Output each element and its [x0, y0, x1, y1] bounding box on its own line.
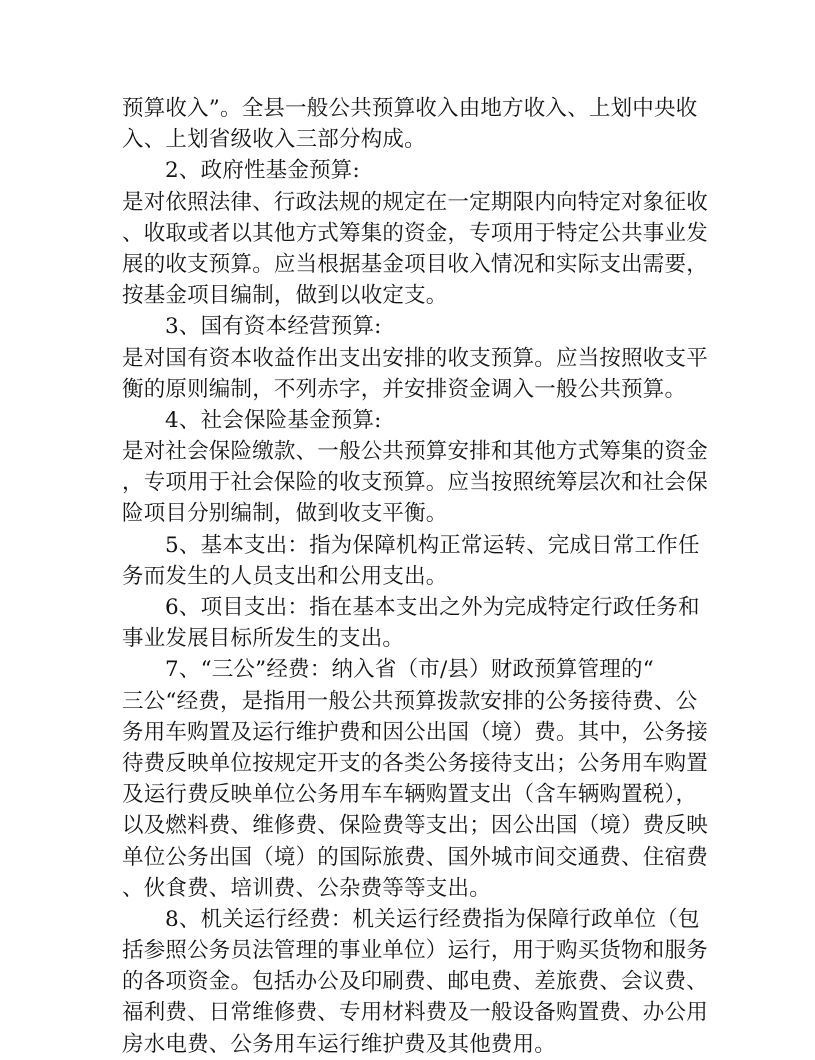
text-line: 按基金项目编制，做到以收定支。 — [122, 283, 448, 309]
text-line: 是对社会保险缴款、一般公共预算安排和其他方式筹集的资金 — [122, 439, 708, 465]
paragraph-heading-line: 2、政府性基金预算: — [165, 158, 360, 184]
paragraph-heading-line: 3、国有资本经营预算: — [165, 314, 382, 340]
text-line: 、收取或者以其他方式筹集的资金，专项用于特定公共事业发 — [122, 220, 708, 246]
text-line: 的各项资金。包括办公及印刷费、邮电费、差旅费、会议费、 — [122, 969, 708, 995]
text-line: 入、上划省级收入三部分构成。 — [122, 127, 426, 153]
text-line: 三公“经费，是指用一般公共预算拨款安排的公务接待费、公 — [122, 688, 698, 714]
text-line: 以及燃料费、维修费、保险费等支出；因公出国（境）费反映 — [122, 813, 708, 839]
text-line: 单位公务出国（境）的国际旅费、国外城市间交通费、住宿费 — [122, 844, 708, 870]
text-line: 预算收入”。全县一般公共预算收入由地方收入、上划中央收 — [122, 96, 698, 121]
text-line: 险项目分别编制，做到收支平衡。 — [122, 501, 448, 527]
paragraph-heading-line: 7、“三公”经费：纳入省（市/县）财政预算管理的“ — [165, 657, 654, 683]
text-line: 、伙食费、培训费、公杂费等等支出。 — [122, 875, 491, 901]
text-line: ，专项用于社会保险的收支预算。应当按照统筹层次和社会保 — [122, 470, 708, 496]
text-line: 展的收支预算。应当根据基金项目收入情况和实际支出需要， — [122, 251, 708, 277]
paragraph-heading-line: 8、机关运行经费：机关运行经费指为保障行政单位（包 — [165, 906, 700, 932]
text-line: 待费反映单位按规定开支的各类公务接待支出；公务用车购置 — [122, 750, 708, 776]
text-line: 及运行费反映单位公务用车车辆购置支出（含车辆购置税）， — [122, 782, 698, 808]
text-line: 福利费、日常维修费、专用材料费及一般设备购置费、办公用 — [122, 1000, 708, 1026]
text-line: 务而发生的人员支出和公用支出。 — [122, 563, 448, 589]
paragraph-heading-line: 6、项目支出：指在基本支出之外为完成特定行政任务和 — [165, 595, 700, 620]
text-line: 衡的原则编制，不列赤字，并安排资金调入一般公共预算。 — [122, 376, 687, 402]
document-body — [122, 93, 712, 1060]
text-line: 是对依照法律、行政法规的规定在一定期限内向特定对象征收 — [122, 189, 708, 215]
text-line: 是对国有资本收益作出支出安排的收支预算。应当按照收支平 — [122, 345, 708, 371]
text-line: 务用车购置及运行维护费和因公出国（境）费。其中，公务接 — [122, 719, 708, 745]
text-line: 房水电费、公务用车运行维护费及其他费用。 — [122, 1031, 557, 1057]
text-line: 事业发展目标所发生的支出。 — [122, 626, 405, 652]
paragraph-heading-line: 5、基本支出：指为保障机构正常运转、完成日常工作任 — [165, 532, 700, 558]
text-line: 括参照公务员法管理的事业单位）运行，用于购买货物和服务 — [122, 938, 708, 964]
paragraph-heading-line: 4、社会保险基金预算: — [165, 407, 382, 433]
